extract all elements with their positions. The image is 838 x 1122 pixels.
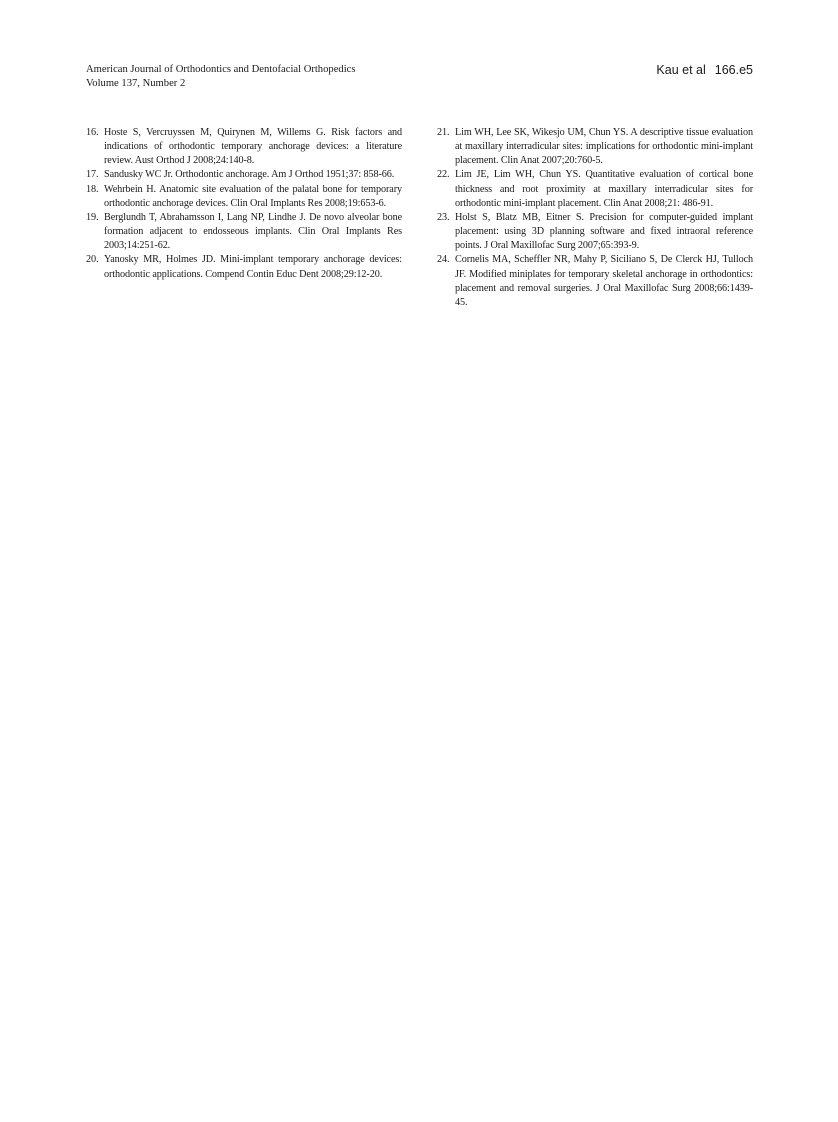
- reference-text: Berglundh T, Abrahamsson I, Lang NP, Lindhe J. De novo alveolar bone formation adjacent to endosseous implants. Clin Oral Implants Res 2003;14:251-62.: [104, 211, 402, 252]
- reference-number: 24.: [437, 254, 450, 266]
- page-identifier: [656, 63, 753, 77]
- reference-number: 16.: [86, 127, 99, 138]
- reference-item: [86, 253, 402, 281]
- reference-list-left: [86, 126, 402, 282]
- reference-list-right: [437, 126, 753, 310]
- reference-number: 20.: [86, 254, 99, 266]
- reference-text: Holst S, Blatz MB, Eitner S. Precision for computer-guided implant placement: using 3D planning software and fixed intraoral reference points. J Oral Maxillofac Surg 2007;65:393-9.: [455, 211, 753, 252]
- reference-item: [437, 126, 753, 168]
- page-number: 166.e5: [714, 63, 753, 77]
- reference-text: Cornelis MA, Scheffler NR, Mahy P, Siciliano S, De Clerck HJ, Tulloch JF. Modified miniplates for temporary skeletal anchorage in orthodontics: placement and removal surgeries. J Oral Maxillofac Surg 2008;66:1439-45.: [455, 254, 753, 308]
- reference-item: [86, 126, 402, 168]
- reference-number: 23.: [437, 211, 450, 223]
- reference-number: 17.: [86, 169, 99, 181]
- reference-text: Hoste S, Vercruyssen M, Quirynen M, Willems G. Risk factors and indications of orthodontic temporary anchorage devices: a literature review. Aust Orthod J 2008;24:140-8.: [104, 127, 402, 167]
- reference-item: [86, 183, 402, 211]
- reference-text: Wehrbein H. Anatomic site evaluation of the palatal bone for temporary orthodontic anchorage devices. Clin Oral Implants Res 2008;19:653-6.: [104, 183, 402, 209]
- reference-text: Lim WH, Lee SK, Wikesjo UM, Chun YS. A descriptive tissue evaluation at maxillary interradicular sites: implications for orthodontic mini-implant placement. Clin Anat 2007;20:760-5.: [455, 127, 753, 167]
- reference-text: Yanosky MR, Holmes JD. Mini-implant temporary anchorage devices: orthodontic applications. Compend Contin Educ Dent 2008;29:12-20.: [104, 254, 402, 280]
- journal-title: American Journal of Orthodontics and Dentofacial Orthopedics: [86, 64, 356, 75]
- reference-item: [86, 168, 402, 182]
- journal-volume: Volume 137, Number 2: [86, 78, 186, 89]
- reference-number: 18.: [86, 183, 99, 195]
- reference-item: [437, 253, 753, 310]
- journal-info: [86, 63, 355, 91]
- running-head: [86, 63, 753, 95]
- reference-text: Lim JE, Lim WH, Chun YS. Quantitative evaluation of cortical bone thickness and root proximity at maxillary interradicular sites for orthodontic mini-implant placement. Clin Anat 2008;21: 486-91.: [455, 169, 753, 209]
- running-authors: Kau et al: [656, 63, 706, 77]
- reference-item: [437, 168, 753, 210]
- reference-text: Sandusky WC Jr. Orthodontic anchorage. Am J Orthod 1951;37: 858-66.: [104, 169, 395, 181]
- reference-number: 21.: [437, 127, 450, 138]
- reference-number: 22.: [437, 169, 450, 181]
- reference-number: 19.: [86, 211, 99, 223]
- reference-item: [86, 211, 402, 253]
- reference-item: [437, 211, 753, 253]
